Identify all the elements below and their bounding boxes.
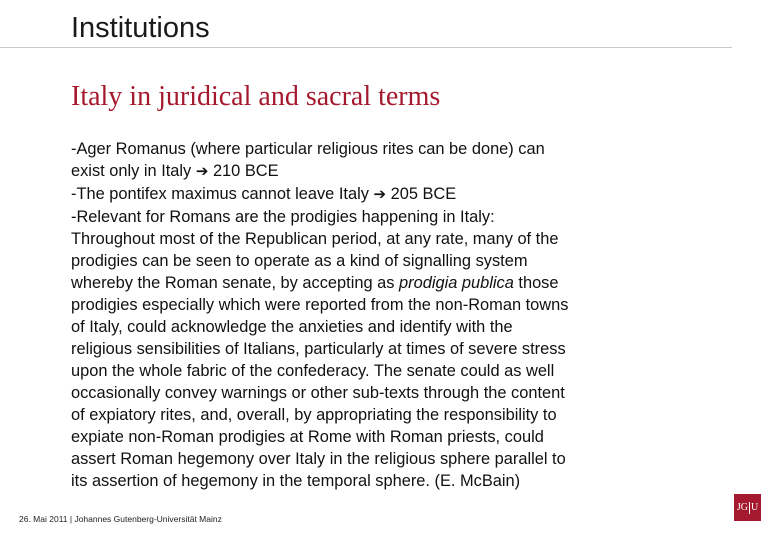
logo-right: U	[750, 502, 759, 513]
bullet-ager-romanus-date: 210 BCE	[208, 162, 279, 180]
quote-line: religious sensibilities of Italians, particularly at times of severe stress	[71, 340, 566, 358]
quote-line	[71, 272, 631, 294]
quote-line: of Italy, could acknowledge the anxieties and identify with the	[71, 318, 513, 336]
quote-line: assert Roman hegemony over Italy in the religious sphere parallel to	[71, 450, 566, 468]
quote-italic-term: prodigia publica	[399, 274, 514, 292]
slide-heading: Italy in juridical and sacral terms	[71, 81, 441, 112]
bullet-ager-romanus-line2	[71, 160, 631, 183]
quote-line: upon the whole fabric of the confederacy. The senate could as well	[71, 362, 555, 380]
footer-text: 26. Mai 2011 | Johannes Gutenberg-Universität Mainz	[19, 514, 222, 524]
arrow-right-icon: ➔	[195, 163, 209, 180]
logo-left: JG	[736, 502, 748, 513]
arrow-right-icon: ➔	[373, 186, 387, 203]
quote-line: prodigies can be seen to operate as a kind of signalling system	[71, 252, 528, 270]
quote-line: Throughout most of the Republican period, at any rate, many of the	[71, 230, 559, 248]
header-divider	[0, 47, 732, 48]
page-title: Institutions	[71, 12, 210, 44]
university-logo	[734, 494, 761, 521]
bullet-prodigies: -Relevant for Romans are the prodigies happening in Italy:	[71, 208, 495, 226]
quote-line: prodigies especially which were reported from the non-Roman towns	[71, 296, 569, 314]
bullet-ager-romanus-line1: -Ager Romanus (where particular religious rites can be done) can	[71, 140, 545, 158]
quote-line3-suffix: those	[513, 274, 559, 292]
quote-line: of expiatory rites, and, overall, by appropriating the responsibility to	[71, 406, 557, 424]
bullet-pontifex-prefix: -The pontifex maximus cannot leave Italy	[71, 185, 374, 203]
slide-body	[71, 138, 631, 492]
quote-line3-prefix: whereby the Roman senate, by accepting as	[71, 274, 400, 292]
bullet-pontifex-date: 205 BCE	[386, 185, 457, 203]
logo-divider	[749, 502, 750, 514]
quote-line: expiate non-Roman prodigies at Rome with Roman priests, could	[71, 428, 544, 446]
quote-line: its assertion of hegemony in the temporal sphere. (E. McBain)	[71, 472, 521, 490]
bullet-ager-romanus-prefix: exist only in Italy	[71, 162, 196, 180]
quote-line: occasionally convey warnings or other sub-texts through the content	[71, 384, 565, 402]
bullet-pontifex	[71, 183, 631, 206]
